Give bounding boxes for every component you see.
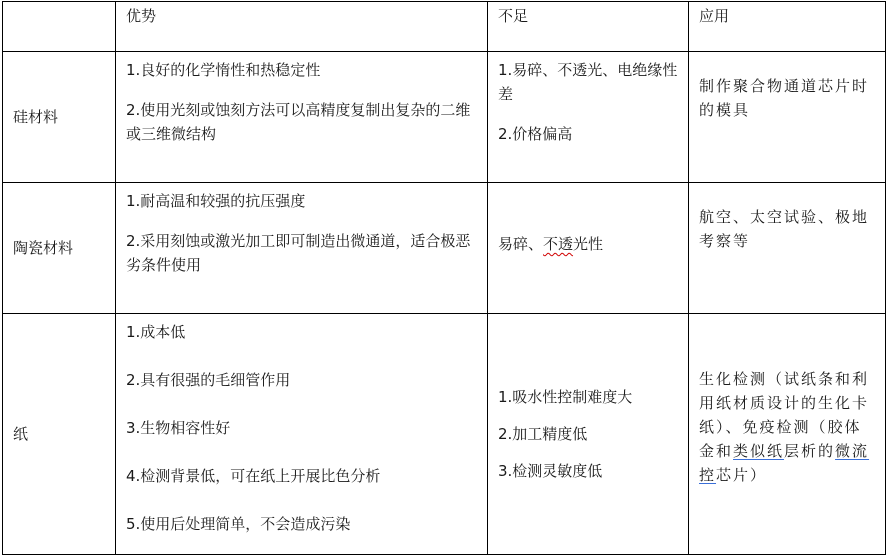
application-cell-paper bbox=[689, 314, 886, 555]
row-paper bbox=[3, 314, 886, 555]
grammar-underline: 微流控 bbox=[699, 442, 870, 484]
disadvantage-item: 1.吸水性控制难度大 bbox=[498, 388, 633, 406]
header-advantages: 优势 bbox=[126, 7, 157, 25]
comparison-table bbox=[2, 1, 886, 555]
application-cell-ceramic bbox=[689, 183, 886, 314]
header-applications: 应用 bbox=[699, 7, 730, 25]
disadvantages-cell-silicon bbox=[488, 52, 689, 183]
header-disadvantages-cell bbox=[488, 2, 689, 52]
advantage-item: 1.良好的化学惰性和热稳定性 bbox=[126, 61, 321, 79]
row-ceramic bbox=[3, 183, 886, 314]
advantages-cell-silicon bbox=[116, 52, 488, 183]
disadvantage-item: 1.易碎、不透光、电绝缘性差 bbox=[498, 61, 678, 103]
header-applications-cell bbox=[689, 2, 886, 52]
advantage-item: 2.使用光刻或蚀刻方法可以高精度复制出复杂的二维或三维微结构 bbox=[126, 101, 471, 143]
advantage-item: 1.耐高温和较强的抗压强度 bbox=[126, 192, 306, 210]
material-name: 纸 bbox=[13, 425, 29, 443]
material-cell-ceramic bbox=[3, 183, 116, 314]
header-disadvantages: 不足 bbox=[498, 7, 529, 25]
row-silicon bbox=[3, 52, 886, 183]
advantage-item: 5.使用后处理简单，不会造成污染 bbox=[126, 515, 351, 533]
application-text: 生化检测（试纸条和利用纸材质设计的生化卡纸）、免疫检测（胶体金和类似纸层析的微流控芯片） bbox=[699, 370, 870, 484]
material-cell-paper bbox=[3, 314, 116, 555]
application-cell-silicon bbox=[689, 52, 886, 183]
header-advantages-cell bbox=[116, 2, 488, 52]
material-name: 陶瓷材料 bbox=[13, 239, 74, 257]
header-row bbox=[3, 2, 886, 52]
application-text: 制作聚合物通道芯片时的模具 bbox=[699, 77, 870, 119]
advantage-item: 3.生物相容性好 bbox=[126, 419, 231, 437]
spellcheck-underline: 不透 bbox=[543, 235, 574, 253]
advantages-cell-paper bbox=[116, 314, 488, 555]
disadvantage-item: 3.检测灵敏度低 bbox=[498, 462, 603, 480]
grammar-underline: 类似纸 bbox=[733, 442, 785, 460]
disadvantages-cell-ceramic bbox=[488, 183, 689, 314]
disadvantages-cell-paper bbox=[488, 314, 689, 555]
disadvantage-item: 2.加工精度低 bbox=[498, 425, 588, 443]
advantages-cell-ceramic bbox=[116, 183, 488, 314]
advantage-item: 2.具有很强的毛细管作用 bbox=[126, 371, 291, 389]
application-text: 航空、太空试验、极地考察等 bbox=[699, 208, 870, 250]
header-blank-cell bbox=[3, 2, 116, 52]
disadvantage-item: 2.价格偏高 bbox=[498, 125, 573, 143]
disadvantage-item: 易碎、不透光性 bbox=[498, 235, 604, 253]
advantage-item: 4.检测背景低，可在纸上开展比色分析 bbox=[126, 467, 381, 485]
advantage-item: 2.采用刻蚀或激光加工即可制造出微通道，适合极恶劣条件使用 bbox=[126, 232, 471, 274]
material-cell-silicon bbox=[3, 52, 116, 183]
material-name: 硅材料 bbox=[13, 108, 59, 126]
advantage-item: 1.成本低 bbox=[126, 323, 186, 341]
